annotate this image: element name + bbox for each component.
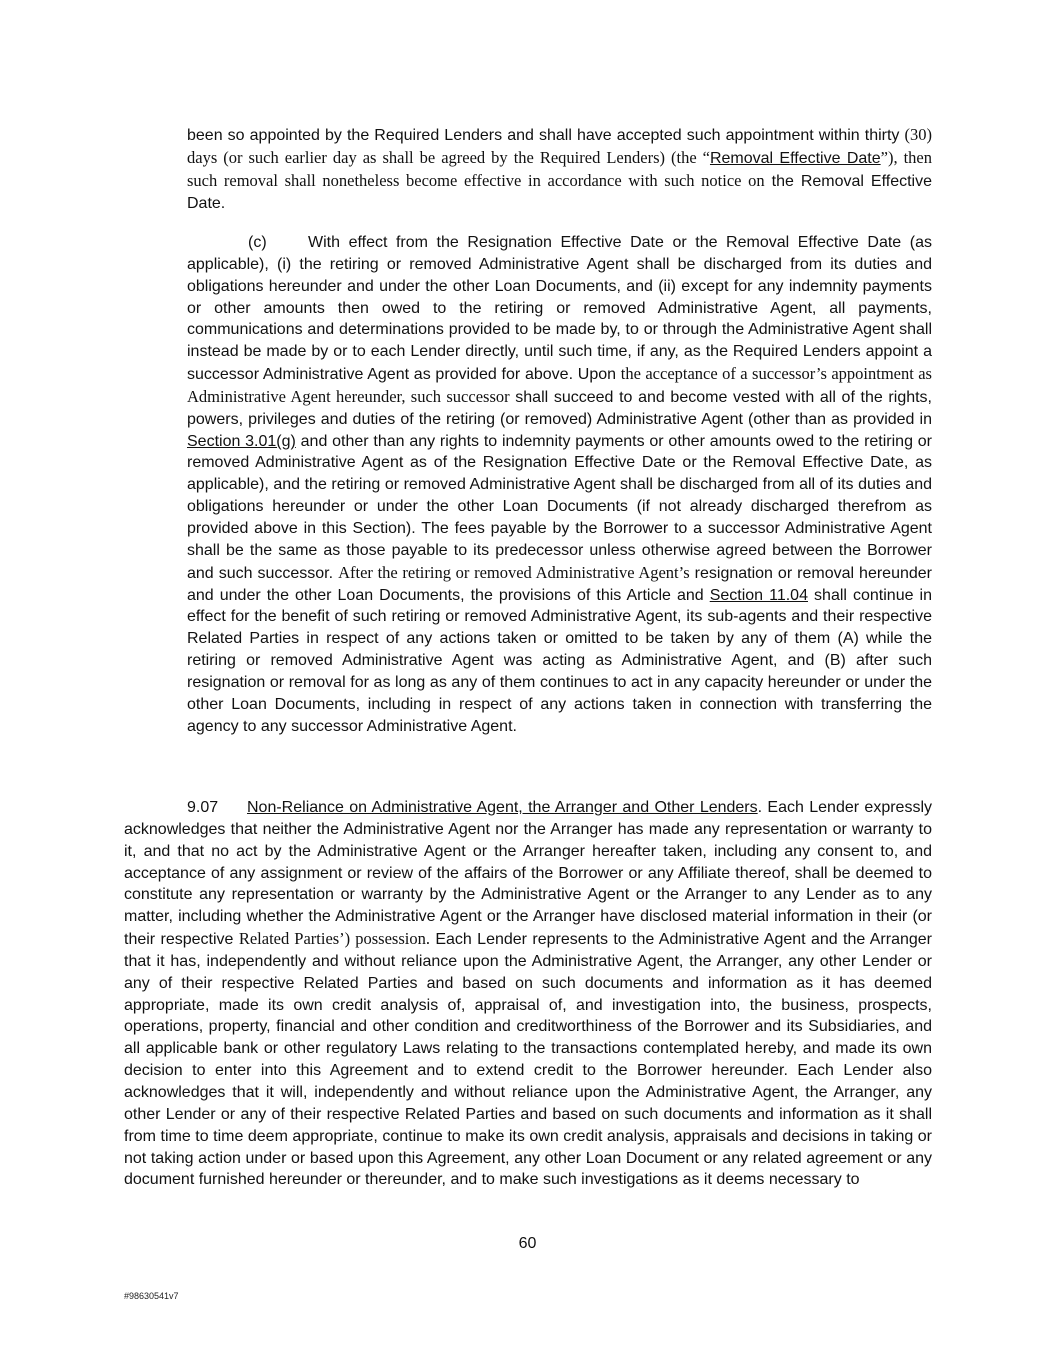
- section-9-07: [124, 797, 932, 1191]
- text-run: Each Lender represents to the Administrative Agent and the Arranger that it has, independently and without reliance upon the Administrative Agent, the Arranger, any other Lender or any of their respective Related Parties and based on such documents and information as it has deemed appropriate, made its own credit analysis of, appraisal of, and investigation into, the business, prospects, operations, property, financial and other condition and creditworthiness of the Borrower and its Subsidiaries, and all applicable bank or other regulatory Laws relating to the transactions contemplated hereby, and made its own decision to enter into this Agreement and to extend credit to the Borrower hereunder. Each Lender also acknowledges that it will, independently and without reliance upon the Administrative Agent, the Arranger, any other Lender or any of their respective Related Parties and based on such documents and information as it shall from time to time deem appropriate, continue to make its own credit analysis, appraisals and decisions in taking or not taking action under or based upon this Agreement, any other Loan Document or any related agreement or any document furnished hereunder or thereunder, and to make such investigations as it deems necessary to: [124, 931, 933, 1189]
- defined-term-removal-effective-date: Removal Effective Date: [709, 149, 881, 167]
- text-run: shall continue in effect for the benefit of such retiring or removed Administrative Agent, its sub-agents and their respective Related Parties in respect of any actions taken or omitted to be taken by any of them (A) while the retiring or removed Administrative Agent was acting as Administrative Agent, and (B) after such resignation or removal for as long as any of them continues to act in any capacity hereunder or under the other Loan Documents, including in respect of any actions taken in connection with transferring the agency to any successor Administrative Agent.: [187, 586, 933, 735]
- text-run: ”), then such removal shall nonetheless become effective in accordance with such notice on: [187, 147, 932, 190]
- text-run: the acceptance of a successor’s appointment as Administrative Agent hereunder, such successor: [187, 364, 932, 406]
- text-run: Related Parties’) possession.: [238, 929, 430, 949]
- text-run: the Removal Effective Date.: [187, 172, 932, 212]
- section-reference-link[interactable]: Section 3.01(g): [187, 432, 296, 450]
- document-id: #98630541v7: [124, 1291, 179, 1301]
- text-run: and other than any rights to indemnity payments or other amounts owed to the retiring or removed Administrative Agent as of the Resignation Effective Date or the Removal Effective Date, as applicable), and the retiring or removed Administrative Agent shall be discharged from all of its duties and obligations hereunder or under the other Loan Documents (if not already discharged therefrom as provided above in this Section). The fees payable by the Borrower to a successor Administrative Agent shall be the same as those payable to its predecessor unless otherwise agreed between the Borrower and such successor.: [187, 432, 932, 582]
- section-reference-link[interactable]: Section 11.04: [709, 586, 808, 604]
- text-run: resignation or removal hereunder and under the other Loan Documents, the provisions of this Article and: [187, 564, 933, 604]
- text-run: been so appointed by the Required Lenders and shall have accepted such appointment within thirty: [187, 127, 900, 144]
- text-run: With effect from the Resignation Effective Date or the Removal Effective Date (as applicable), (i) the retiring or removed Administrative Agent shall be discharged from its duties and obligations hereunder and under the other Loan Documents, and (ii) except for any indemnity payments or other amounts then owed to the retiring or removed Administrative Agent, all payments, communications and determinations provided to be made by, to or through the Administrative Agent shall instead be made by or to each Lender directly, until such time, if any, as the Required Lenders appoint a successor Administrative Agent as provided for above. Upon: [187, 234, 932, 384]
- text-run: . Each Lender expressly acknowledges that neither the Administrative Agent nor the Arranger has made any representation or warranty to it, and that no act by the Administrative Agent or the Arranger hereafter taken, including any consent to, and acceptance of any assignment or review of the affairs of the Borrower or any Affiliate thereof, shall be deemed to constitute any representation or warranty by the Administrative Agent or the Arranger to any Lender as to any matter, including whether the Administrative Agent or the Arranger have disclosed material information in their (or their respective: [124, 799, 932, 949]
- clause-label: (c): [248, 234, 267, 251]
- paragraph-c: [187, 232, 932, 737]
- text-run: (30) days (or such earlier day as shall be agreed by the Required Lenders) (the “: [187, 125, 932, 167]
- section-heading: Non-Reliance on Administrative Agent, the Arranger and Other Lenders: [247, 799, 758, 816]
- text-run: After the retiring or removed Administrative Agent’s: [338, 562, 690, 582]
- text-run: shall succeed to and become vested with all of the rights, powers, privileges and duties of the retiring (or removed) Administrative Agent (other than as provided in: [187, 388, 933, 428]
- paragraph-removal-continued: [187, 124, 932, 214]
- page-number: 60: [518, 1235, 537, 1252]
- section-number: 9.07: [187, 799, 219, 816]
